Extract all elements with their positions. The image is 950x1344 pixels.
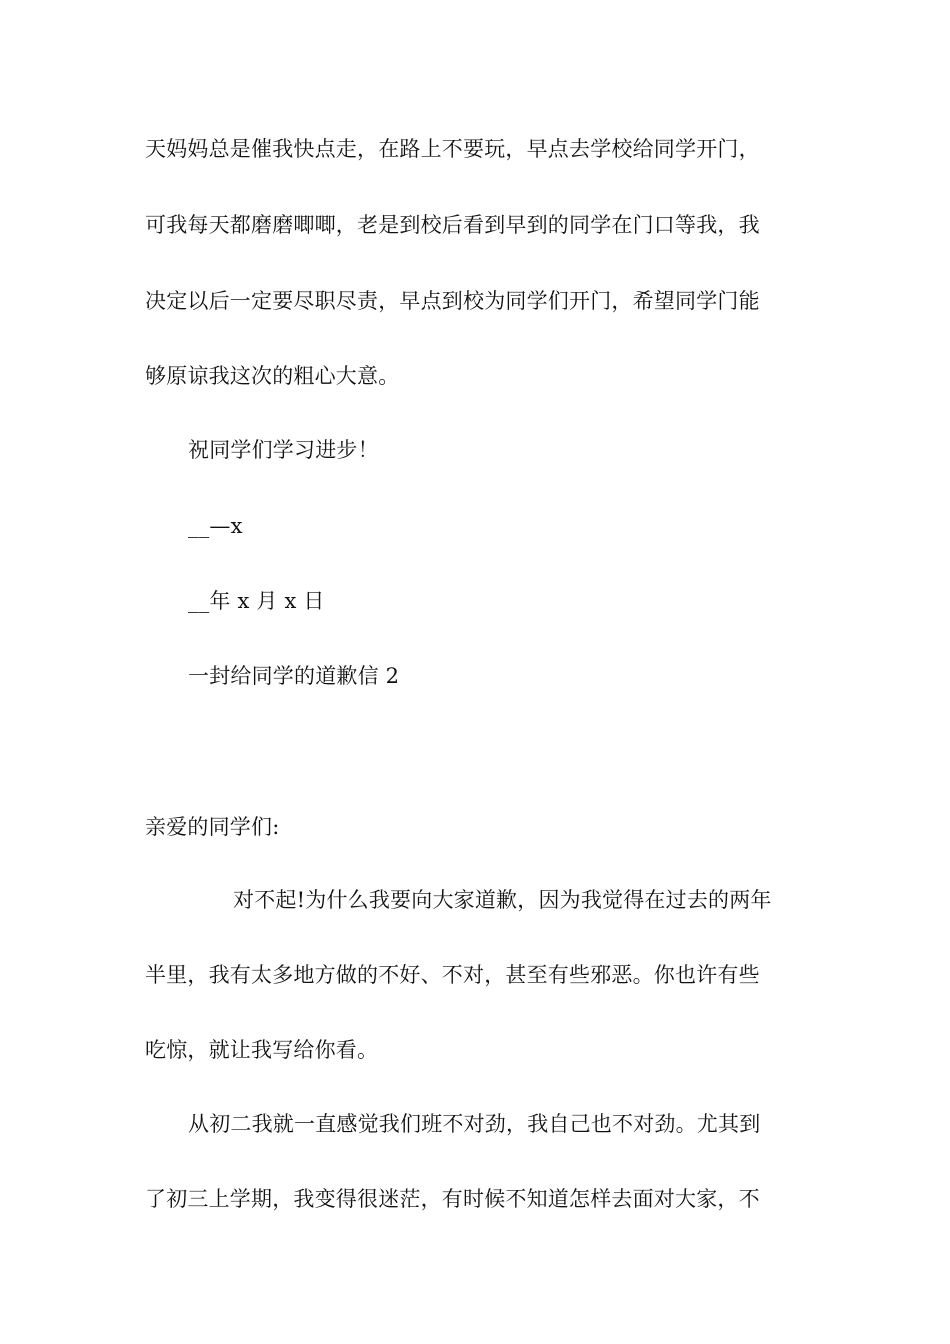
paragraph-line: 够原谅我这次的粗心大意。 bbox=[145, 364, 400, 388]
paragraph-line: 决定以后一定要尽职尽责，早点到校为同学们开门，希望同学门能 bbox=[145, 289, 760, 313]
paragraph-line: 可我每天都磨磨唧唧，老是到校后看到早到的同学在门口等我，我 bbox=[145, 213, 760, 237]
salutation: 亲爱的同学们: bbox=[145, 815, 280, 839]
signature-line: __—x bbox=[188, 514, 243, 538]
section-title: 一封给同学的道歉信 2 bbox=[188, 664, 400, 688]
paragraph-line: 对不起!为什么我要向大家道歉，因为我觉得在过去的两年 bbox=[233, 888, 772, 912]
closing-wish: 祝同学们学习进步！ bbox=[188, 438, 379, 462]
paragraph-line: 了初三上学期，我变得很迷茫，有时候不知道怎样去面对大家，不 bbox=[145, 1187, 760, 1211]
paragraph-line: 从初二我就一直感觉我们班不对劲，我自己也不对劲。尤其到 bbox=[188, 1112, 761, 1136]
paragraph-line: 吃惊，就让我写给你看。 bbox=[145, 1038, 379, 1062]
paragraph-line: 天妈妈总是催我快点走，在路上不要玩，早点去学校给同学开门， bbox=[145, 137, 760, 161]
date-line: __年 x 月 x 日 bbox=[188, 589, 325, 613]
paragraph-line: 半里，我有太多地方做的不好、不对，甚至有些邪恶。你也许有些 bbox=[145, 963, 760, 987]
